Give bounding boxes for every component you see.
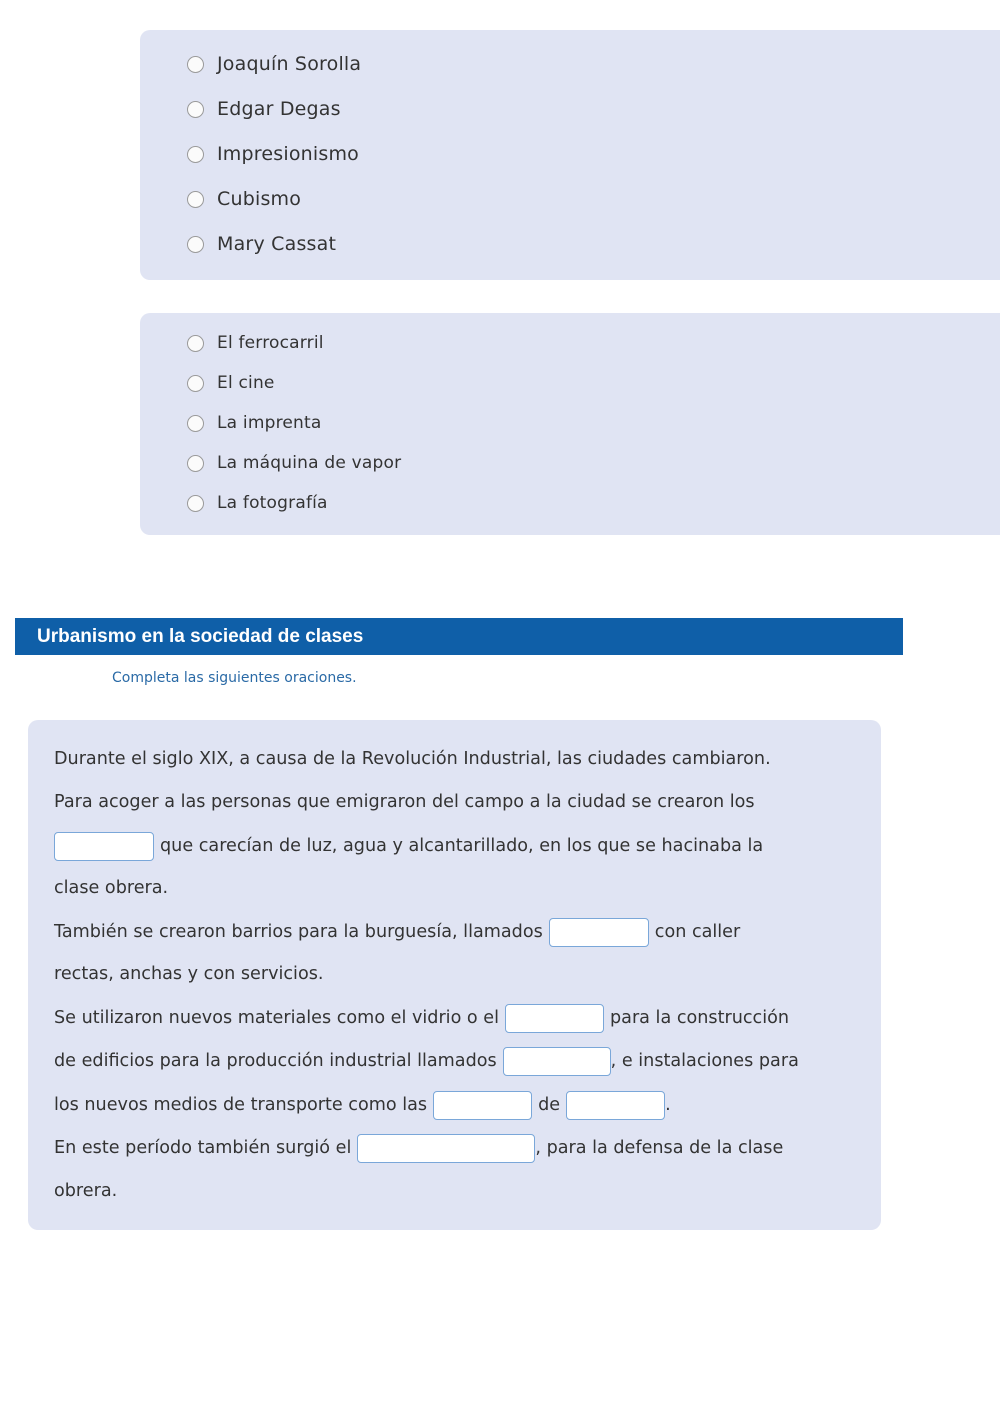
option-mary-cassat[interactable]: [187, 233, 336, 255]
cloze-text: de: [538, 1095, 561, 1115]
radio-button[interactable]: [187, 56, 204, 73]
option-label: Joaquín Sorolla: [217, 53, 362, 75]
cloze-text: con caller: [654, 922, 741, 942]
cloze-line-1: [54, 743, 771, 775]
cloze-text: que carecían de luz, agua y alcantarillado, en los que se hacinaba la: [160, 836, 764, 856]
option-label: El cine: [217, 373, 275, 393]
cloze-text: para la construcción: [610, 1008, 790, 1028]
cloze-text: de edificios para la producción industrial llamados: [54, 1051, 497, 1071]
option-impresionismo[interactable]: [187, 143, 359, 165]
radio-button[interactable]: [187, 146, 204, 163]
section-title: Urbanismo en la sociedad de clases: [15, 618, 903, 655]
option-label: Cubismo: [217, 188, 302, 210]
radio-button[interactable]: [187, 191, 204, 208]
option-label: Mary Cassat: [217, 233, 337, 255]
cloze-line-4: [54, 872, 168, 904]
option-label: El ferrocarril: [217, 333, 324, 353]
option-la-imprenta[interactable]: [187, 413, 322, 433]
cloze-text: En este período también surgió el: [54, 1138, 352, 1158]
cloze-text: Durante el siglo XIX, a causa de la Revolución Industrial, las ciudades cambiaron.: [54, 749, 771, 769]
cloze-line-2: [54, 786, 755, 818]
blank-input-6[interactable]: [566, 1091, 665, 1120]
question-1-panel: [140, 30, 1000, 280]
option-label: La máquina de vapor: [217, 453, 402, 473]
blank-input-5[interactable]: [433, 1091, 532, 1120]
instructions-text: Completa las siguientes oraciones.: [112, 670, 357, 686]
option-label: Impresionismo: [217, 143, 360, 165]
blank-input-2[interactable]: [549, 918, 649, 947]
cloze-line-11: [54, 1175, 117, 1207]
cloze-text: rectas, anchas y con servicios.: [54, 964, 324, 984]
cloze-text: , para la defensa de la clase: [535, 1138, 784, 1158]
cloze-text: Para acoger a las personas que emigraron del campo a la ciudad se crearon los: [54, 792, 755, 812]
radio-button[interactable]: [187, 375, 204, 392]
option-label: La imprenta: [217, 413, 322, 433]
radio-button[interactable]: [187, 495, 204, 512]
cloze-line-3: [54, 830, 763, 862]
cloze-text: .: [665, 1095, 671, 1115]
blank-input-1[interactable]: [54, 832, 154, 861]
cloze-panel: [28, 720, 881, 1230]
cloze-line-9: [54, 1089, 671, 1121]
option-el-cine[interactable]: [187, 373, 275, 393]
cloze-text: los nuevos medios de transporte como las: [54, 1095, 428, 1115]
radio-button[interactable]: [187, 335, 204, 352]
radio-button[interactable]: [187, 415, 204, 432]
option-la-fotografia[interactable]: [187, 493, 328, 513]
cloze-text: obrera.: [54, 1181, 118, 1201]
option-label: La fotografía: [217, 493, 328, 513]
cloze-line-5: [54, 916, 740, 948]
option-el-ferrocarril[interactable]: [187, 333, 324, 353]
blank-input-3[interactable]: [505, 1004, 604, 1033]
cloze-text: Se utilizaron nuevos materiales como el vidrio o el: [54, 1008, 499, 1028]
cloze-line-10: [54, 1132, 783, 1164]
cloze-line-7: [54, 1002, 789, 1034]
option-label: Edgar Degas: [217, 98, 341, 120]
option-edgar-degas[interactable]: [187, 98, 341, 120]
option-la-maquina-de-vapor[interactable]: [187, 453, 401, 473]
cloze-text: También se crearon barrios para la burguesía, llamados: [54, 922, 543, 942]
question-2-panel: [140, 313, 1000, 535]
cloze-text: , e instalaciones para: [610, 1051, 799, 1071]
cloze-text: clase obrera.: [54, 878, 169, 898]
option-cubismo[interactable]: [187, 188, 301, 210]
cloze-line-6: [54, 958, 323, 990]
cloze-line-8: [54, 1045, 799, 1077]
option-joaquin-sorolla[interactable]: [187, 53, 361, 75]
blank-input-7[interactable]: [357, 1134, 535, 1163]
radio-button[interactable]: [187, 455, 204, 472]
radio-button[interactable]: [187, 236, 204, 253]
radio-button[interactable]: [187, 101, 204, 118]
blank-input-4[interactable]: [503, 1047, 611, 1076]
